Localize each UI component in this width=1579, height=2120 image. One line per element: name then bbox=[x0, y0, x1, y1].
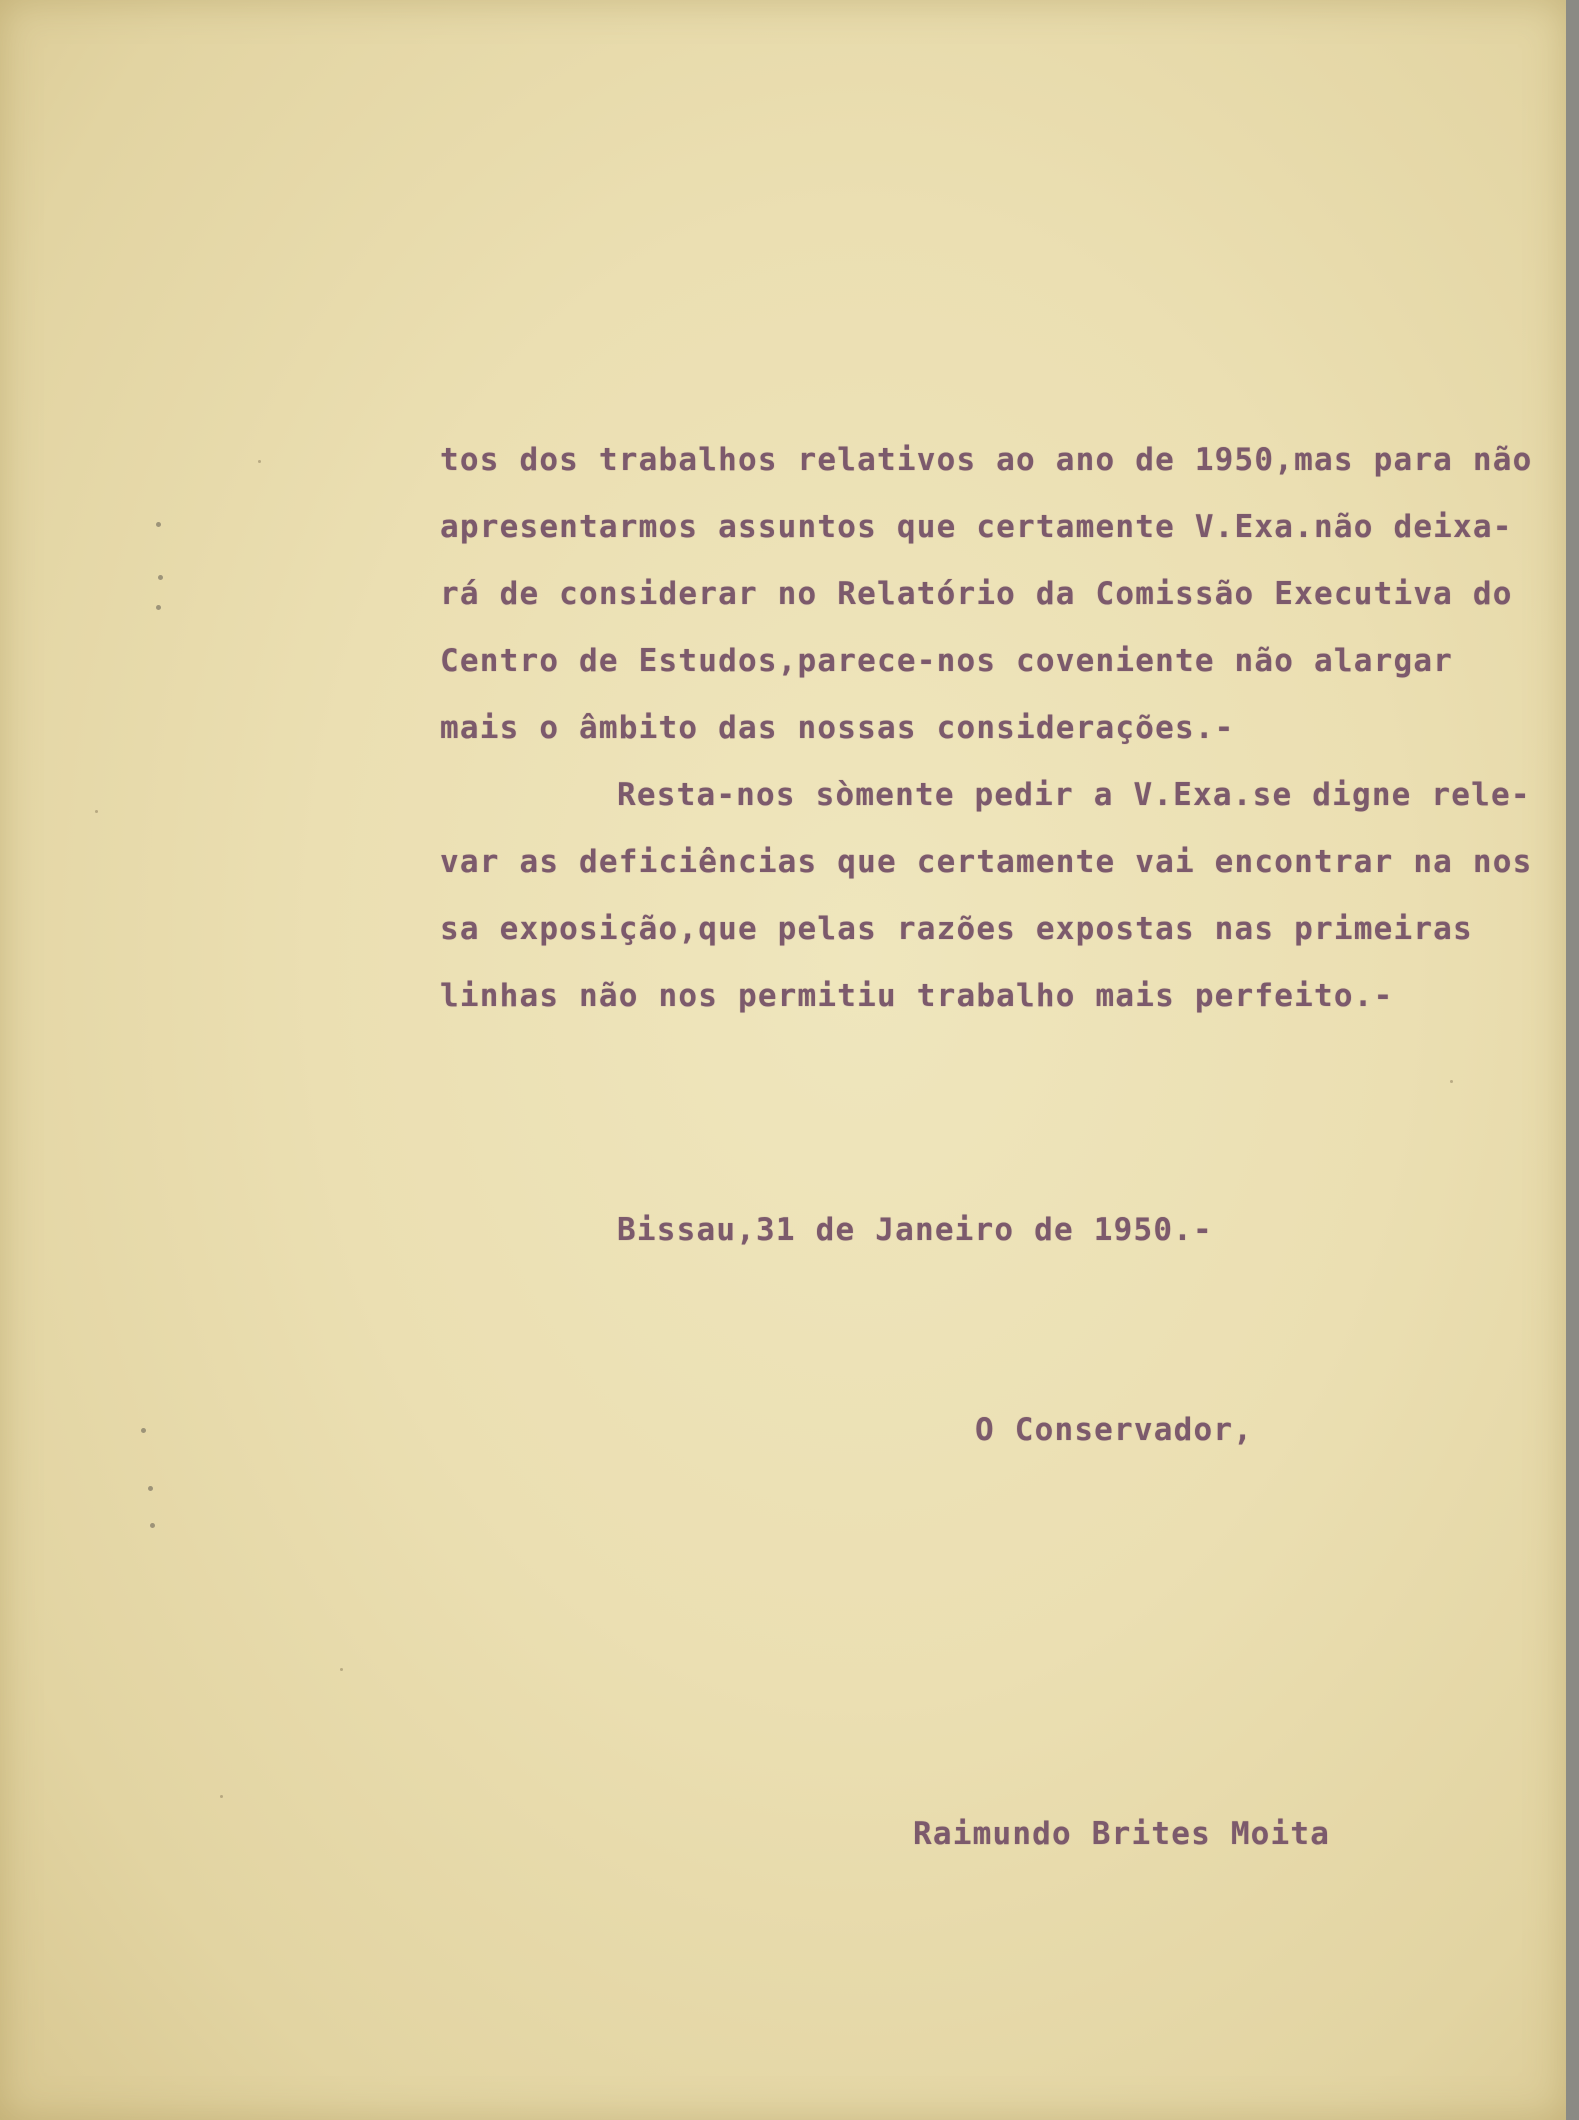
paper-speck bbox=[258, 460, 261, 463]
body-line-7: var as deficiências que certamente vai encontrar na nos bbox=[440, 844, 1533, 880]
punch-hole bbox=[148, 1486, 153, 1491]
closing-line: O Conservador, bbox=[975, 1412, 1254, 1448]
body-line-6: Resta-nos sòmente pedir a V.Exa.se digne rele- bbox=[617, 777, 1531, 813]
date-line: Bissau,31 de Janeiro de 1950.- bbox=[617, 1212, 1213, 1248]
punch-hole bbox=[150, 1523, 155, 1528]
paper-speck bbox=[1450, 1080, 1453, 1083]
body-line-8: sa exposição,que pelas razões expostas nas primeiras bbox=[440, 911, 1473, 947]
signature-name: Raimundo Brites Moita bbox=[913, 1816, 1331, 1852]
body-line-9: linhas não nos permitiu trabalho mais perfeito.- bbox=[440, 978, 1394, 1014]
punch-hole bbox=[158, 575, 163, 580]
body-line-2: apresentarmos assuntos que certamente V.Exa.não deixa- bbox=[440, 509, 1513, 545]
punch-hole bbox=[156, 605, 161, 610]
body-line-3: rá de considerar no Relatório da Comissão Executiva do bbox=[440, 576, 1513, 612]
paper-speck bbox=[340, 1668, 343, 1671]
paper-speck bbox=[220, 1795, 223, 1798]
body-line-1: tos dos trabalhos relativos ao ano de 1950,mas para não bbox=[440, 442, 1533, 478]
punch-hole bbox=[141, 1428, 146, 1433]
punch-hole bbox=[156, 522, 161, 527]
body-line-4: Centro de Estudos,parece-nos coveniente não alargar bbox=[440, 643, 1454, 679]
body-line-5: mais o âmbito das nossas considerações.- bbox=[440, 710, 1235, 746]
paper-speck bbox=[95, 810, 98, 813]
